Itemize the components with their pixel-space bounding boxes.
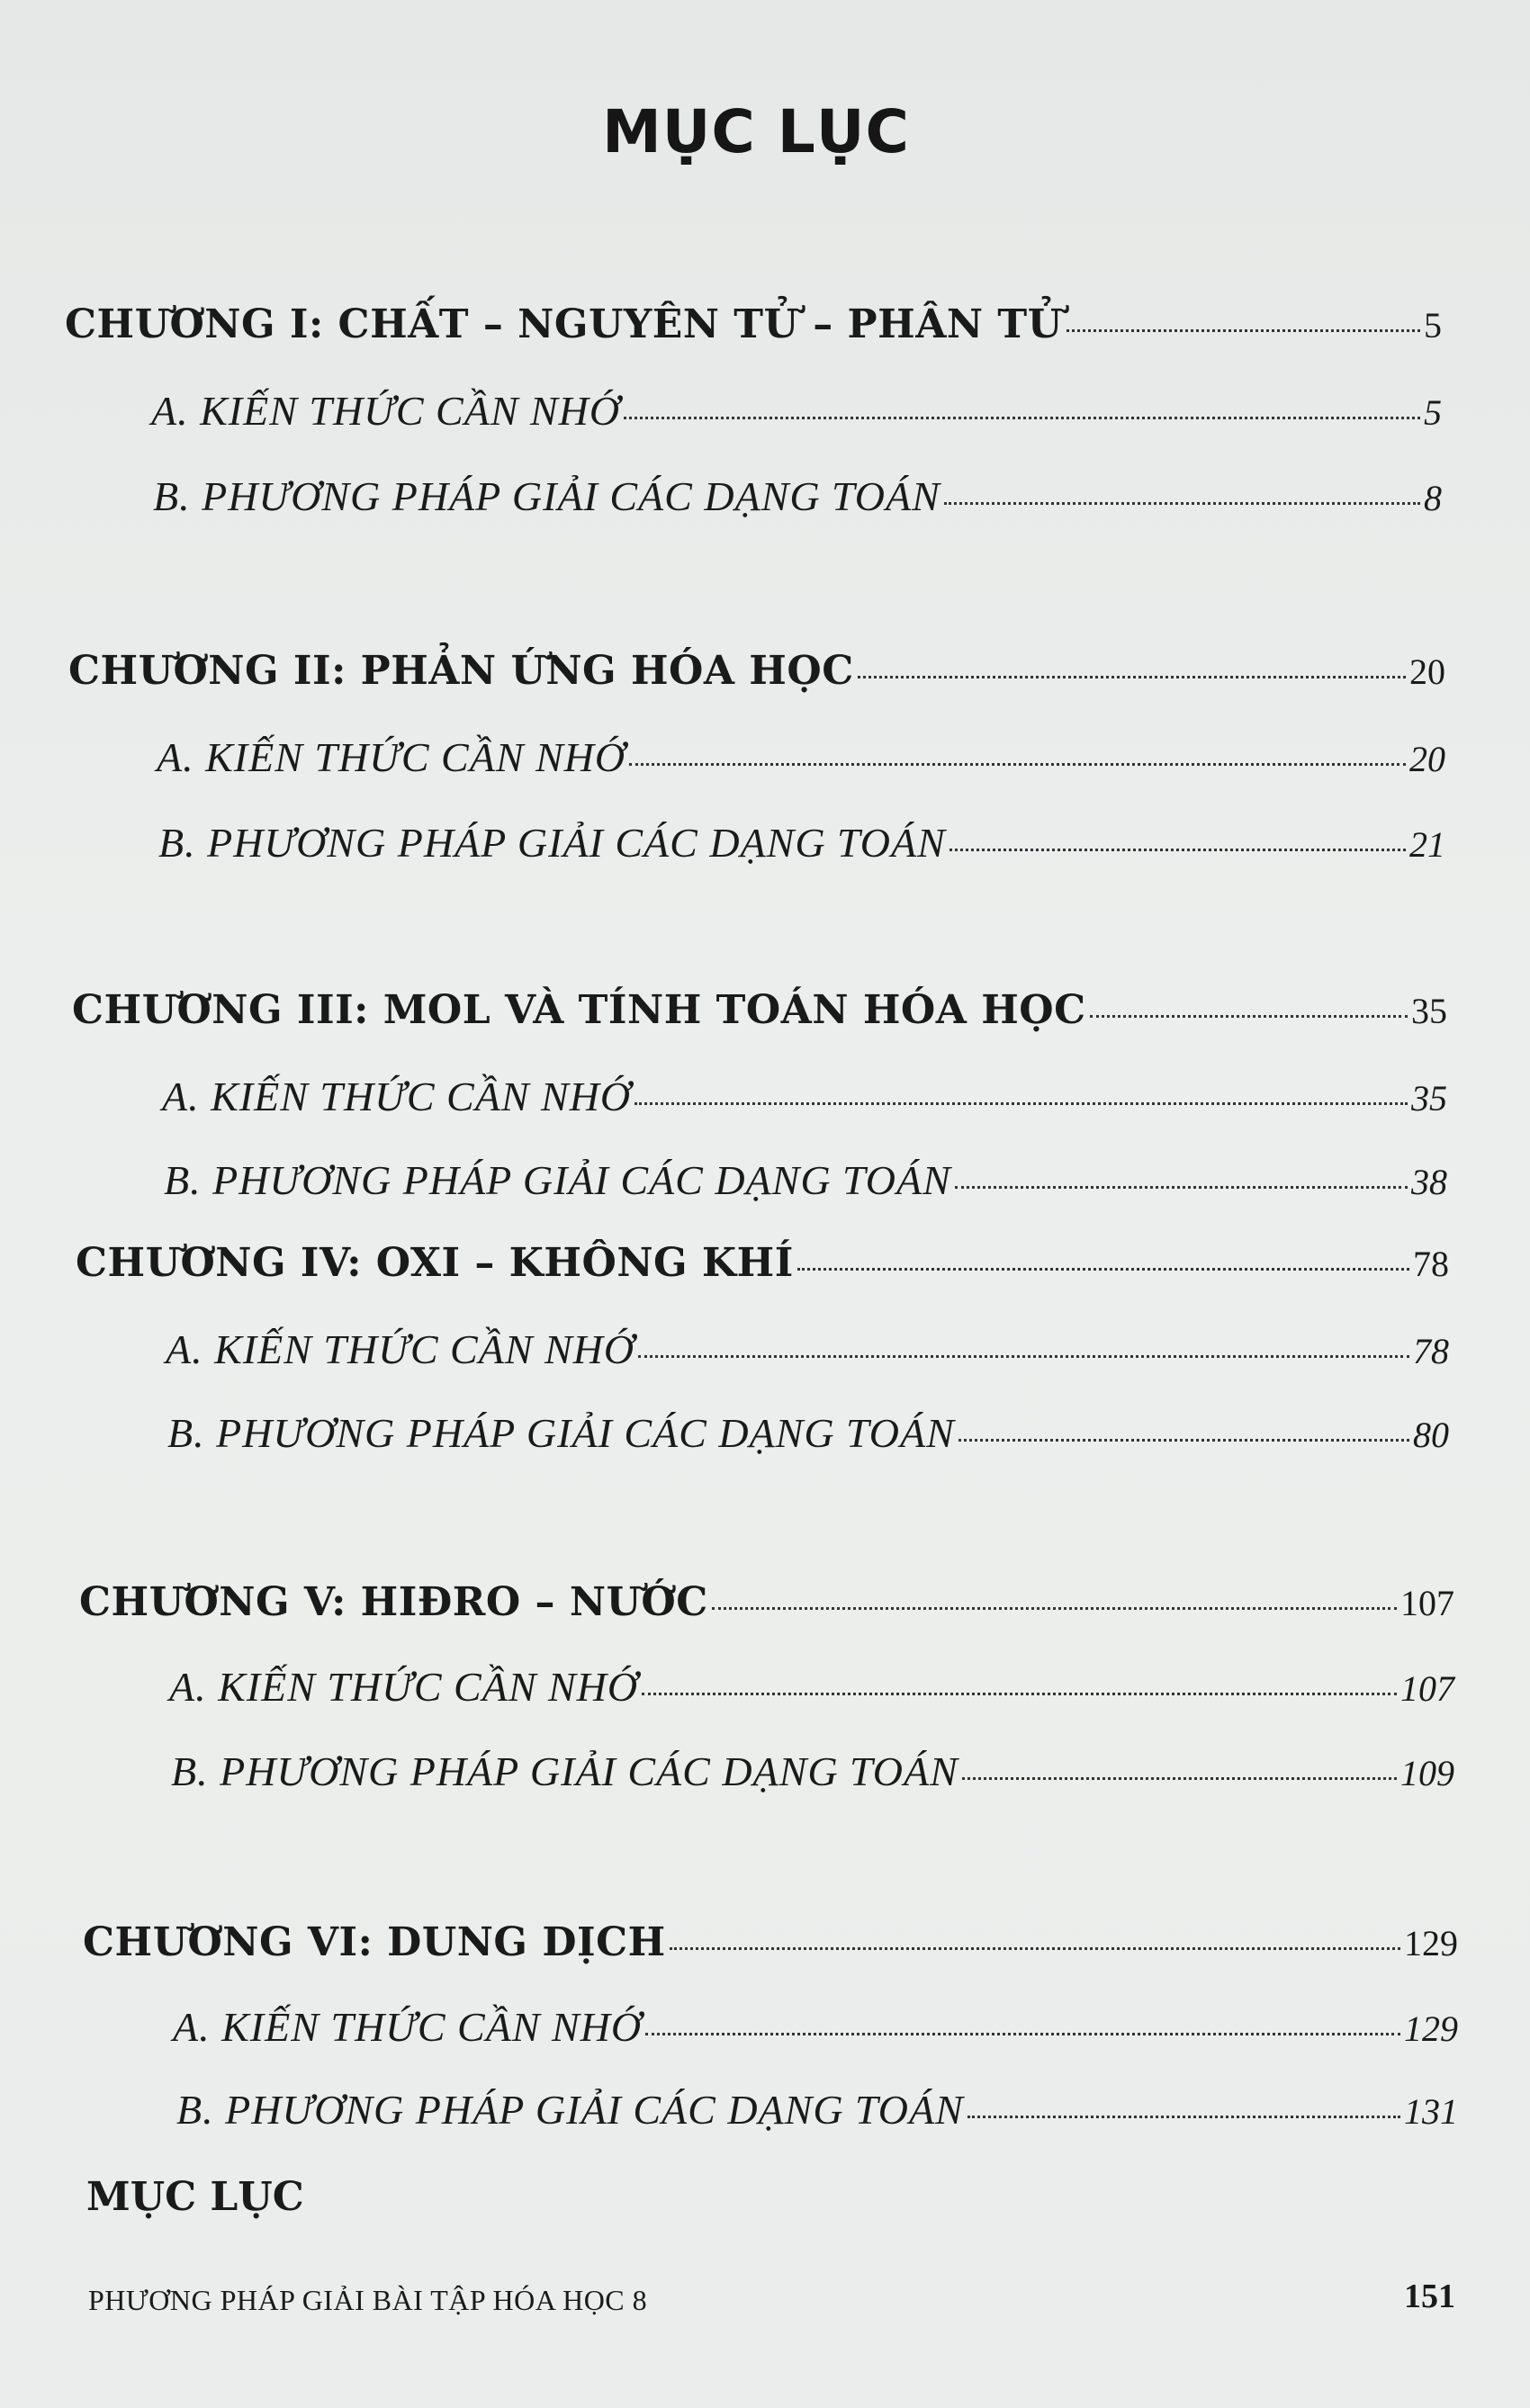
- toc-section-2b: [158, 819, 1445, 867]
- section-title: A. KIẾN THỨC CẦN NHỚ: [151, 388, 621, 434]
- dot-leader: [958, 1439, 1409, 1442]
- footer-page-number: 151: [1404, 2278, 1455, 2315]
- toc-chapter-4: [76, 1240, 1449, 1286]
- dot-leader: [968, 2116, 1400, 2118]
- chapter-page-number: 129: [1404, 1923, 1458, 1963]
- toc-chapter-6: [83, 1919, 1458, 1965]
- dot-leader: [645, 2033, 1400, 2035]
- chapter-title: CHƯƠNG IV: OXI – KHÔNG KHÍ: [76, 1240, 794, 1286]
- chapter-page-number: 107: [1400, 1583, 1454, 1623]
- section-page-number: 107: [1400, 1668, 1454, 1709]
- dot-leader: [797, 1268, 1409, 1271]
- chapter-page-number: 78: [1413, 1244, 1449, 1284]
- final-entry-title: MỤC LỤC: [86, 2174, 304, 2220]
- toc-section-6b: [176, 2086, 1458, 2134]
- section-page-number: 35: [1411, 1078, 1447, 1119]
- toc-section-4a: [166, 1325, 1449, 1373]
- chapter-page-number: 5: [1424, 305, 1442, 346]
- chapter-page-number: 35: [1411, 991, 1447, 1031]
- section-page-number: 20: [1409, 739, 1445, 779]
- toc-chapter-3: [72, 987, 1447, 1033]
- section-page-number: 131: [1404, 2091, 1458, 2132]
- toc-section-5a: [169, 1663, 1454, 1711]
- dot-leader: [670, 1947, 1400, 1950]
- section-title: B. PHƯƠNG PHÁP GIẢI CÁC DẠNG TOÁN: [164, 1157, 951, 1203]
- toc-chapter-1: [65, 301, 1442, 347]
- section-title: A. KIẾN THỨC CẦN NHỚ: [157, 734, 626, 780]
- section-title: A. KIẾN THỨC CẦN NHỚ: [166, 1326, 635, 1372]
- dot-leader: [944, 502, 1420, 505]
- toc-section-1b: [153, 472, 1442, 520]
- section-page-number: 129: [1404, 2008, 1458, 2049]
- dot-leader: [1090, 1015, 1408, 1018]
- page-title: MỤC LỤC: [602, 97, 910, 166]
- dot-leader: [955, 1186, 1408, 1189]
- toc-section-2a: [157, 733, 1445, 781]
- chapter-title: CHƯƠNG III: MOL VÀ TÍNH TOÁN HÓA HỌC: [72, 987, 1086, 1033]
- dot-leader: [634, 1102, 1408, 1105]
- section-page-number: 8: [1424, 478, 1442, 518]
- section-page-number: 21: [1409, 824, 1445, 865]
- toc-section-4b: [167, 1409, 1449, 1457]
- running-footer-title: PHƯƠNG PHÁP GIẢI BÀI TẬP HÓA HỌC 8: [88, 2284, 648, 2316]
- toc-section-1a: [151, 387, 1442, 435]
- toc-chapter-5: [79, 1579, 1454, 1625]
- dot-leader: [712, 1607, 1397, 1610]
- section-title: B. PHƯƠNG PHÁP GIẢI CÁC DẠNG TOÁN: [176, 2087, 964, 2133]
- dot-leader: [638, 1355, 1409, 1358]
- section-title: A. KIẾN THỨC CẦN NHỚ: [169, 1664, 639, 1710]
- toc-chapter-2: [68, 648, 1445, 694]
- section-page-number: 109: [1400, 1753, 1454, 1793]
- chapter-page-number: 20: [1409, 651, 1445, 692]
- toc-section-3b: [164, 1156, 1447, 1204]
- dot-leader: [962, 1777, 1397, 1780]
- section-page-number: 5: [1424, 392, 1442, 433]
- section-title: B. PHƯƠNG PHÁP GIẢI CÁC DẠNG TOÁN: [158, 820, 946, 866]
- section-title: B. PHƯƠNG PHÁP GIẢI CÁC DẠNG TOÁN: [171, 1748, 958, 1794]
- section-title: A. KIẾN THỨC CẦN NHỚ: [173, 2004, 643, 2050]
- section-page-number: 80: [1413, 1415, 1449, 1455]
- dot-leader: [642, 1693, 1397, 1695]
- toc-final-entry: [86, 2174, 304, 2220]
- toc-section-3a: [162, 1073, 1447, 1120]
- dot-leader: [858, 676, 1406, 678]
- dot-leader: [624, 417, 1420, 419]
- section-page-number: 38: [1411, 1162, 1447, 1202]
- dot-leader: [629, 763, 1406, 766]
- chapter-title: CHƯƠNG I: CHẤT – NGUYÊN TỬ – PHÂN TỬ: [65, 301, 1063, 347]
- section-title: B. PHƯƠNG PHÁP GIẢI CÁC DẠNG TOÁN: [167, 1410, 955, 1456]
- dot-leader: [1066, 329, 1420, 332]
- chapter-title: CHƯƠNG II: PHẢN ỨNG HÓA HỌC: [68, 648, 854, 694]
- section-page-number: 78: [1413, 1331, 1449, 1371]
- section-title: B. PHƯƠNG PHÁP GIẢI CÁC DẠNG TOÁN: [153, 473, 940, 519]
- dot-leader: [950, 849, 1406, 851]
- chapter-title: CHƯƠNG VI: DUNG DỊCH: [83, 1919, 666, 1965]
- toc-section-5b: [171, 1748, 1454, 1795]
- section-title: A. KIẾN THỨC CẦN NHỚ: [162, 1074, 632, 1119]
- toc-section-6a: [173, 2003, 1458, 2051]
- chapter-title: CHƯƠNG V: HIĐRO – NƯỚC: [79, 1579, 708, 1625]
